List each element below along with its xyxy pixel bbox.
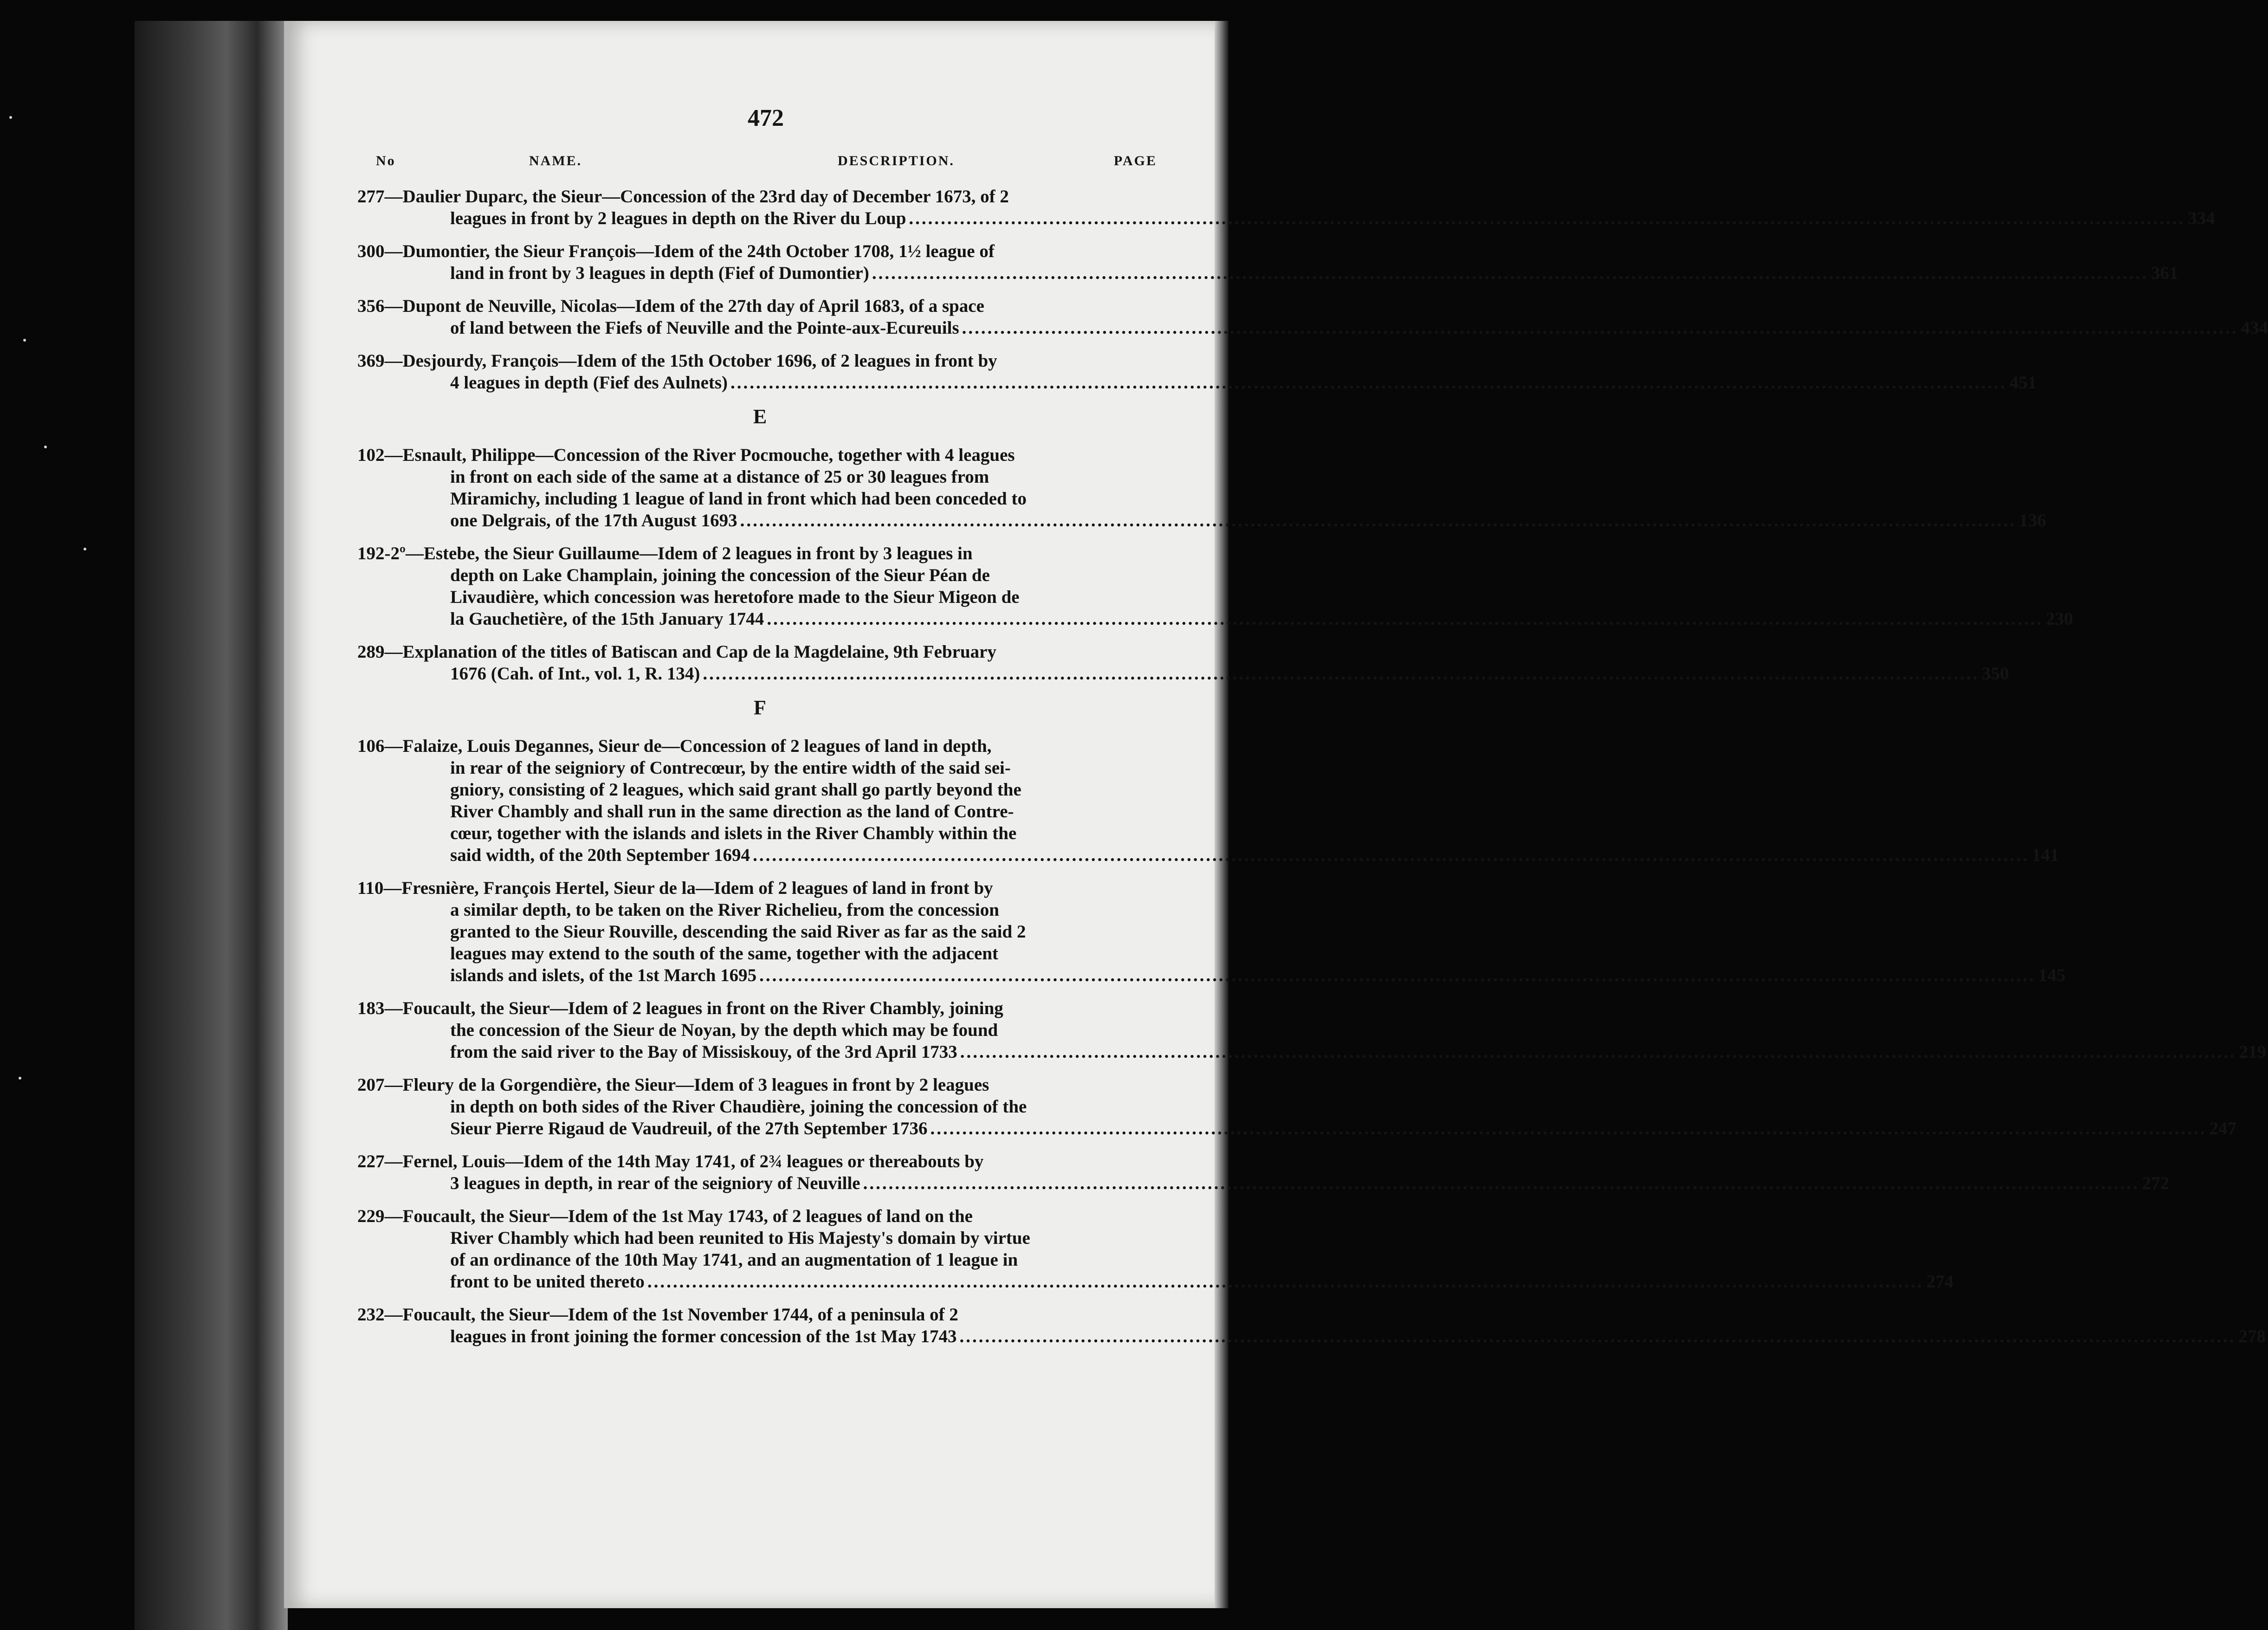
entry-line: 3 leagues in depth, in rear of the seigniory of Neuville [450,1173,860,1193]
entry-line: 227—Fernel, Louis—Idem of the 14th May 1741, of 2¾ leagues or thereabouts by [357,1151,984,1171]
entry-line: 289—Explanation of the titles of Batiscan and Cap de la Magdelaine, 9th February [357,642,996,662]
entry-line: leagues in front joining the former concession of the 1st May 1743 [450,1326,957,1346]
entry-line: land in front by 3 leagues in depth (Fief of Dumontier) [450,263,869,283]
entry-page-number: 219 [2239,1042,2267,1062]
entry-line: the concession of the Sieur de Noyan, by the depth which may be found [450,1020,998,1040]
entry-page-number: 278 [2238,1326,2266,1346]
entry-line: front to be united thereto [450,1272,645,1292]
entry-page-number: 136 [2019,511,2047,530]
entry-last-line [357,608,2073,630]
entry-last-line [357,372,2037,394]
entry-last-line [357,1271,1954,1293]
index-entry [357,350,2037,394]
index-entry [357,186,2215,229]
entry-line: la Gauchetière, of the 15th January 1744 [450,609,764,629]
entry-page-number: 274 [1926,1272,1954,1292]
entry-line: said width, of the 20th September 1694 [450,845,750,865]
index-entry [357,1205,1954,1293]
entry-line: 232—Foucault, the Sieur—Idem of the 1st November 1744, of a peninsula of 2 [357,1305,958,1325]
entry-last-line [357,1326,2266,1347]
page-number: 472 [748,105,784,131]
section-letter: F [754,696,766,719]
entry-line: granted to the Sieur Rouville, descending the said River as far as the said 2 [450,922,1026,942]
dot-leader: ........................................................................................................................................................................................................ [647,1272,1924,1292]
column-header-name: NAME. [529,153,582,168]
entry-line: 356—Dupont de Neuville, Nicolas—Idem of the 27th day of April 1683, of a space [357,296,984,316]
dot-leader: ........................................................................................................................................................................................................ [959,1326,2236,1346]
entry-line: in front on each side of the same at a distance of 25 or 30 leagues from [450,467,989,487]
index-entry [357,444,2047,531]
entry-line: islands and islets, of the 1st March 1695 [450,965,757,985]
index-entry [357,877,2066,986]
entry-last-line [357,1118,2236,1139]
book-spine [135,21,288,1630]
entry-line: 207—Fleury de la Gorgendière, the Sieur—Idem of 3 leagues in front by 2 leagues [357,1075,989,1095]
entry-last-line [357,510,2047,531]
entry-page-number: 145 [2038,965,2066,985]
entry-last-line [357,317,2268,339]
entry-last-line [357,1172,2170,1194]
entry-last-line [357,844,2059,866]
entry-line: Livaudière, which concession was heretofore made to the Sieur Migeon de [450,587,1020,607]
index-entry [357,240,2178,284]
column-header-no: No [376,153,396,168]
entry-line: gniory, consisting of 2 leagues, which said grant shall go partly beyond the [450,780,1021,800]
index-entries [357,186,2268,1358]
entry-page-number: 451 [2010,373,2037,393]
index-entry [357,295,2268,339]
entry-line: in rear of the seigniory of Contrecœur, by the entire width of the said sei- [450,758,1011,778]
entry-line: 192-2º—Estebe, the Sieur Guillaume—Idem of 2 leagues in front by 3 leagues in [357,543,973,563]
entry-line: of an ordinance of the 10th May 1741, and an augmentation of 1 league in [450,1250,1018,1270]
entry-line: 4 leagues in depth (Fief des Aulnets) [450,373,728,393]
column-header-page: PAGE [1114,153,1157,168]
entry-line: one Delgrais, of the 17th August 1693 [450,511,737,530]
entry-page-number: 272 [2142,1173,2170,1193]
entry-line: 102—Esnault, Philippe—Concession of the River Pocmouche, together with 4 leagues [357,445,1015,465]
index-entry [357,641,2009,685]
entry-last-line [357,663,2009,685]
entry-line: Sieur Pierre Rigaud de Vaudreuil, of the 27th September 1736 [450,1119,928,1138]
entry-line: 369—Desjourdy, François—Idem of the 15th October 1696, of 2 leagues in front by [357,351,997,371]
dust-speck [44,446,47,448]
entry-line: 106—Falaize, Louis Degannes, Sieur de—Concession of 2 leagues of land in depth, [357,736,992,756]
entry-page-number: 434 [2241,318,2268,338]
index-entry [357,1074,2236,1139]
entry-line: 300—Dumontier, the Sieur François—Idem of the 24th October 1708, 1½ league of [357,241,995,261]
dot-leader: ........................................................................................................................................................................................................ [872,263,2148,283]
entry-line: depth on Lake Champlain, joining the concession of the Sieur Péan de [450,565,990,585]
entry-line: in depth on both sides of the River Chaudière, joining the concession of the [450,1097,1027,1117]
dust-speck [23,339,26,342]
entry-page-number: 141 [2032,845,2059,865]
index-entry [357,1304,2266,1347]
dust-speck [9,116,12,119]
entry-last-line [357,262,2178,284]
dot-leader: ........................................................................................................................................................................................................ [962,318,2238,338]
dot-leader: ........................................................................................................................................................................................................ [767,609,2043,629]
index-entry [357,1151,2170,1194]
dot-leader: ........................................................................................................................................................................................................ [759,965,2036,985]
entry-line: a similar depth, to be taken on the River Richelieu, from the concession [450,900,999,920]
dot-leader: ........................................................................................................................................................................................................ [930,1119,2207,1138]
entry-line: leagues in front by 2 leagues in depth on the River du Loup [450,208,906,228]
entry-page-number: 361 [2151,263,2178,283]
dot-leader: ........................................................................................................................................................................................................ [703,664,1979,684]
entry-line: River Chambly which had been reunited to His Majesty's domain by virtue [450,1228,1030,1248]
entry-page-number: 230 [2046,609,2073,629]
entry-line: cœur, together with the islands and islets in the River Chambly within the [450,823,1017,843]
dot-leader: ........................................................................................................................................................................................................ [730,373,2007,393]
entry-line: leagues may extend to the south of the same, together with the adjacent [450,944,999,964]
entry-line: 110—Fresnière, François Hertel, Sieur de la—Idem of 2 leagues of land in front by [357,878,993,898]
entry-page-number: 334 [2188,208,2215,228]
dot-leader: ........................................................................................................................................................................................................ [753,845,2029,865]
index-entry [357,735,2059,866]
entry-last-line [357,964,2066,986]
entry-line: of land between the Fiefs of Neuville and the Pointe-aux-Ecureuils [450,318,959,338]
entry-line: 1676 (Cah. of Int., vol. 1, R. 134) [450,664,700,684]
dot-leader: ........................................................................................................................................................................................................ [909,208,2185,228]
index-entry [357,997,2267,1063]
entry-page-number: 350 [1982,664,2009,684]
entry-line: 229—Foucault, the Sieur—Idem of the 1st May 1743, of 2 leagues of land on the [357,1206,973,1226]
section-letter: E [753,405,767,428]
entry-page-number: 247 [2209,1119,2236,1138]
page-edge [1215,21,1228,1608]
entry-last-line [357,207,2215,229]
entry-line: 183—Foucault, the Sieur—Idem of 2 leagues in front on the River Chambly, joining [357,998,1003,1018]
dot-leader: ........................................................................................................................................................................................................ [863,1173,2139,1193]
dot-leader: ........................................................................................................................................................................................................ [960,1042,2236,1062]
dust-speck [84,548,86,550]
dust-speck [19,1077,21,1080]
index-entry [357,543,2073,630]
column-header-description: DESCRIPTION. [838,153,955,168]
entry-line: River Chambly and shall run in the same direction as the land of Contre- [450,802,1014,821]
entry-line: 277—Daulier Duparc, the Sieur—Concession of the 23rd day of December 1673, of 2 [357,187,1009,207]
entry-line: Miramichy, including 1 league of land in front which had been conceded to [450,489,1027,509]
entry-line: from the said river to the Bay of Missiskouy, of the 3rd April 1733 [450,1042,957,1062]
dot-leader: ........................................................................................................................................................................................................ [740,511,2016,530]
entry-last-line [357,1041,2267,1063]
